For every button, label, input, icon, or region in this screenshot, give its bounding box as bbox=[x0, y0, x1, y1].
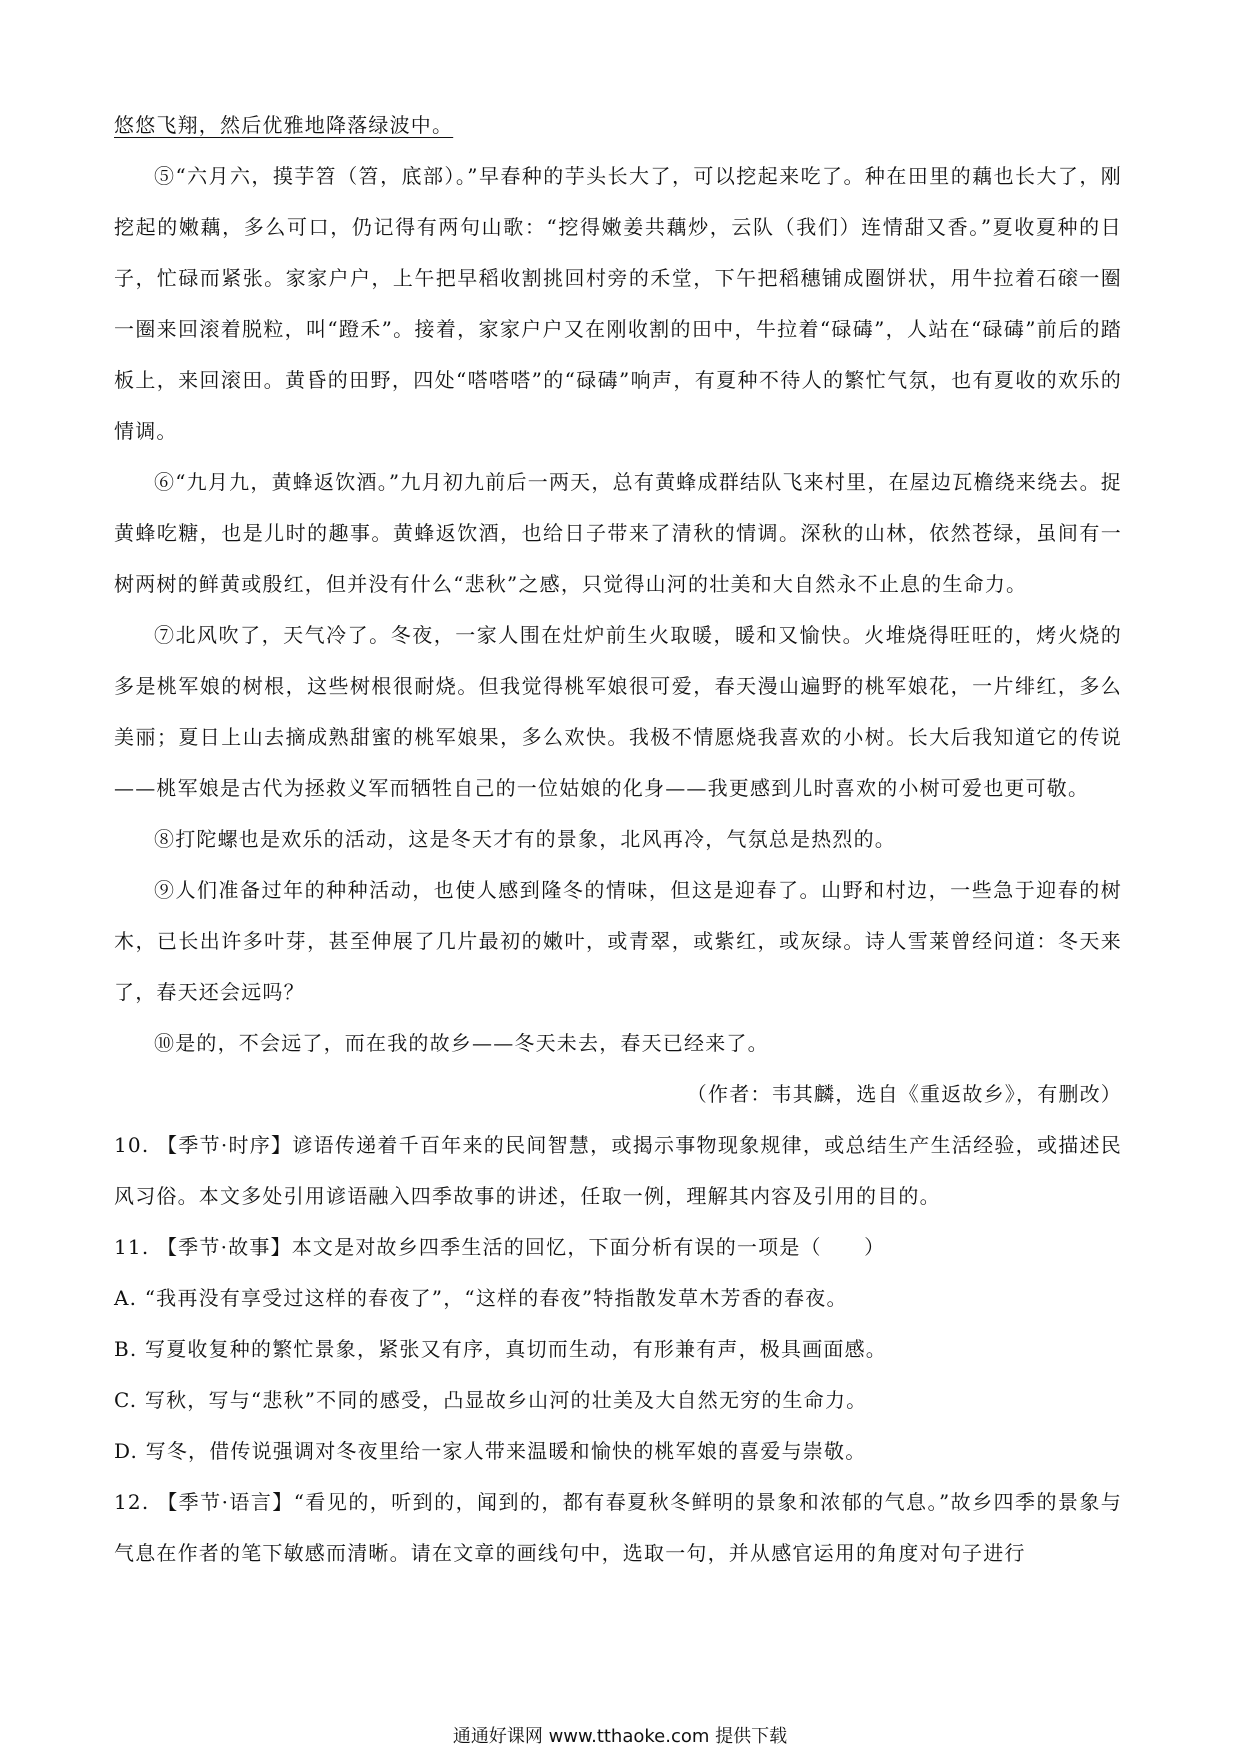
paragraph-5: ⑤“六月六，摸芋笤（笤，底部）。”早春种的芋头长大了，可以挖起来吃了。种在田里的藕也长大了，刚挖起的嫩藕，多么可口，仍记得有两句山歌：“挖得嫩姜共藕炒，云队（我们）连情甜又香。”夏收夏种的日子，忙碌而紧张。家家户户，上午把早稻收割挑回村旁的禾堂，下午把稻穗铺成圈饼状，用牛拉着石磙一圈一圈来回滚着脱粒，叫“蹬禾”。接着，家家户户又在刚收割的田中，牛拉着“碌碡”，人站在“碌碡”前后的踏板上，来回滚田。黄昏的田野，四处“嗒嗒嗒”的“碌碡”响声，有夏种不待人的繁忙气氛，也有夏收的欢乐的情调。 bbox=[114, 164, 1122, 443]
question-10: 10. 【季节·时序】谚语传递着千百年来的民间智慧，或揭示事物现象规律，或总结生产生活经验，或描述民风习俗。本文多处引用谚语融入四季故事的讲述，任取一例，理解其内容及引用的目的。 bbox=[114, 1133, 1122, 1208]
paragraph-8: ⑧打陀螺也是欢乐的活动，这是冬天才有的景象，北风再冷，气氛总是热烈的。 bbox=[154, 827, 896, 851]
paragraph-7: ⑦北风吹了，天气冷了。冬夜，一家人围在灶炉前生火取暖，暖和又愉快。火堆烧得旺旺的，烤火烧的多是桃军娘的树根，这些树根很耐烧。但我觉得桃军娘很可爱，春天漫山遍野的桃军娘花，一片绯红，多么美丽；夏日上山去摘成熟甜蜜的桃军娘果，多么欢快。我极不情愿烧我喜欢的小树。长大后我知道它的传说——桃军娘是古代为拯救义军而牺牲自己的一位姑娘的化身——我更感到儿时喜欢的小树可爱也更可敬。 bbox=[114, 623, 1122, 800]
footer-download-note: 通通好课网 www.tthaoke.com 提供下载 bbox=[452, 1726, 788, 1747]
paragraph-6: ⑥“九月九，黄蜂返饮酒。”九月初九前后一两天，总有黄蜂成群结队飞来村里，在屋边瓦檐绕来绕去。捉黄蜂吃糖，也是儿时的趣事。黄蜂返饮酒，也给日子带来了清秋的情调。深秋的山林，依然苍绿，虽间有一树两树的鲜黄或殷红，但并没有什么“悲秋”之感，只觉得山河的壮美和大自然永不止息的生命力。 bbox=[114, 470, 1122, 596]
option-d: D. 写冬，借传说强调对冬夜里给一家人带来温暖和愉快的桃军娘的喜爱与崇敬。 bbox=[114, 1439, 867, 1463]
paragraph-9: ⑨人们准备过年的种种活动，也使人感到隆冬的情味，但这是迎春了。山野和村边，一些急于迎春的树木，已长出许多叶芽，甚至伸展了几片最初的嫩叶，或青翠，或紫红，或灰绿。诗人雪莱曾经问道：冬天来了，春天还会远吗？ bbox=[114, 878, 1122, 1004]
attribution: （作者：韦其麟，选自《重返故乡》，有删改） bbox=[686, 1082, 1122, 1106]
intro-line bbox=[114, 100, 1122, 151]
paragraph-10: ⑩是的，不会远了，而在我的故乡——冬天未去，春天已经来了。 bbox=[154, 1031, 769, 1055]
question-12: 12. 【季节·语言】“看见的，听到的，闻到的，都有春夏秋冬鲜明的景象和浓郁的气息。”故乡四季的景象与气息在作者的笔下敏感而清晰。请在文章的画线句中，选取一句，并从感官运用的角度对句子进行 bbox=[114, 1490, 1122, 1565]
underlined-sentence: 悠悠飞翔，然后优雅地降落绿波中。 bbox=[114, 113, 454, 137]
option-a: A. “我再没有享受过这样的春夜了”，“这样的春夜”特指散发草木芳香的春夜。 bbox=[114, 1286, 848, 1310]
option-c: C. 写秋，写与“悲秋”不同的感受，凸显故乡山河的壮美及大自然无穷的生命力。 bbox=[114, 1388, 868, 1412]
question-11: 11. 【季节·故事】本文是对故乡四季生活的回忆，下面分析有误的一项是（ ） bbox=[114, 1235, 886, 1259]
option-b: B. 写夏收复种的繁忙景象，紧张又有序，真切而生动，有形兼有声，极具画面感。 bbox=[114, 1337, 888, 1361]
